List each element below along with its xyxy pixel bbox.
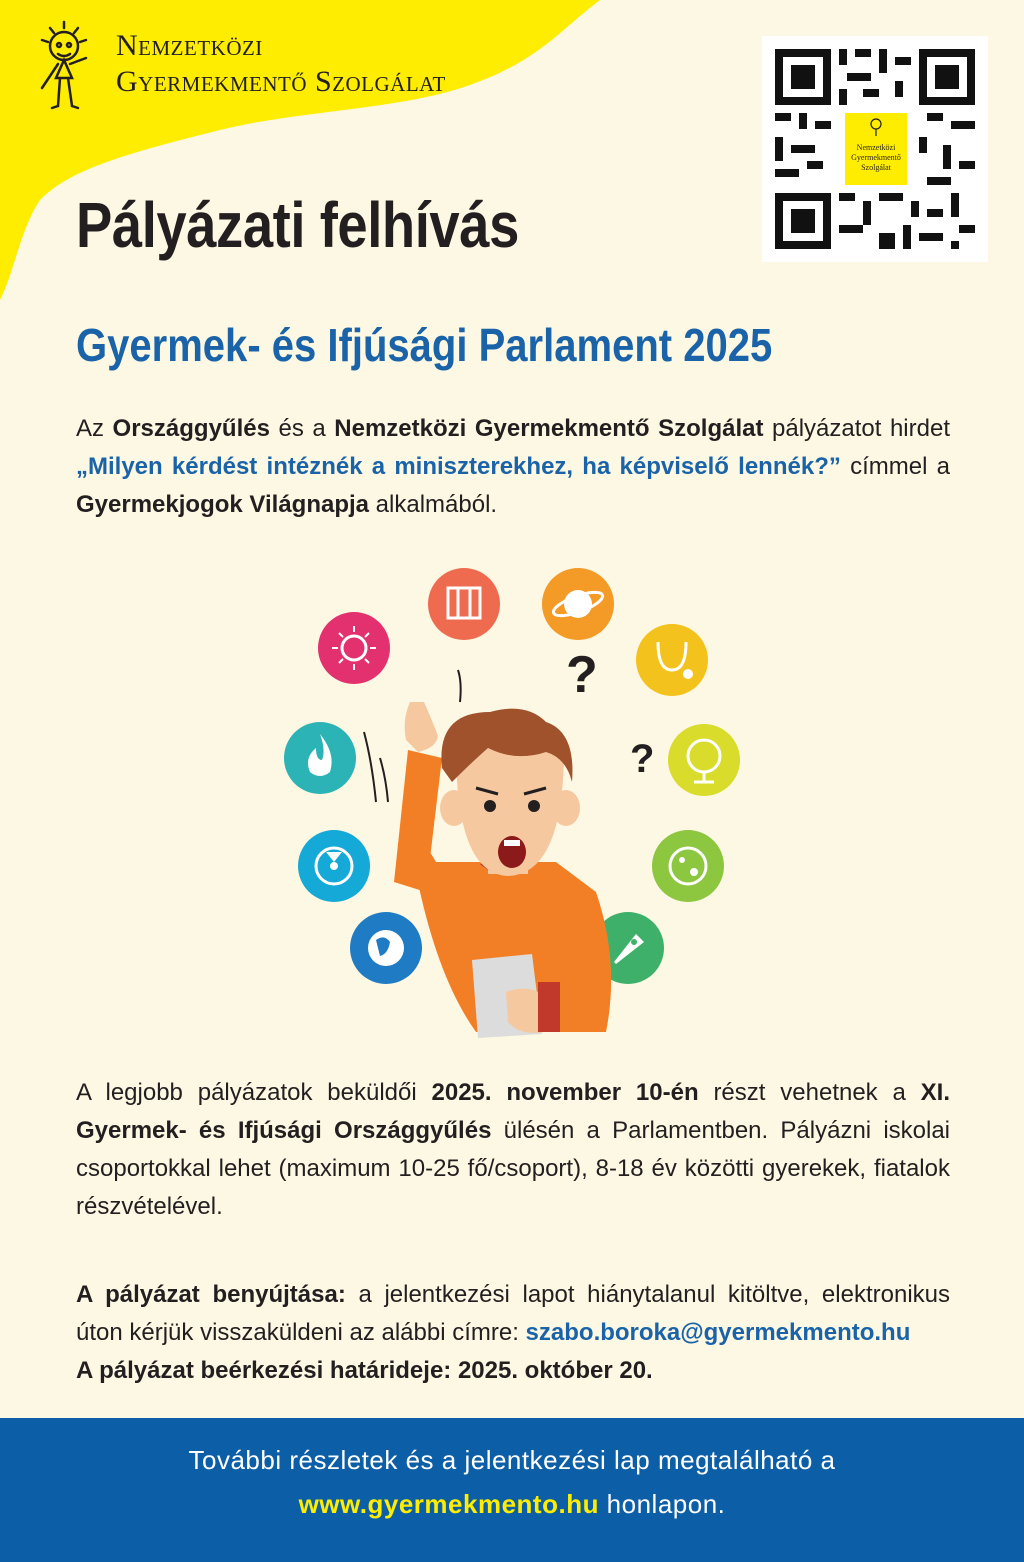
stethoscope-icon xyxy=(636,624,708,696)
globe-icon xyxy=(668,724,740,796)
child-illustration xyxy=(276,562,756,1042)
org-logo xyxy=(28,18,468,128)
footer-line2: www.gyermekmento.hu honlapon. xyxy=(298,1489,726,1519)
test-tubes-icon xyxy=(428,568,500,640)
qr-code[interactable] xyxy=(762,36,988,262)
svg-text:Gyermekmentő: Gyermekmentő xyxy=(851,153,901,162)
question-mark-icon: ? xyxy=(566,646,598,704)
website-link[interactable]: www.gyermekmento.hu xyxy=(298,1489,599,1519)
sun-icon xyxy=(318,612,390,684)
contact-email-link[interactable]: szabo.boroka@gyermekmento.hu xyxy=(525,1319,911,1346)
footer-banner xyxy=(0,1418,1024,1562)
org-name-line1: Nemzetközi xyxy=(116,29,263,62)
qr-code-icon xyxy=(762,36,988,262)
fire-icon xyxy=(284,722,356,794)
intro-paragraph: Az Országgyűlés és a Nemzetközi Gyermekmentő Szolgálat pályázatot hirdet „Milyen kérdést intéznék a miniszterekhez, ha képviselő lennék?” címmel a Gyermekjogok Világnapja alkalmából. xyxy=(76,415,950,518)
submission-paragraph: A pályázat benyújtása: a jelentkezési lapot hiánytalanul kitöltve, elektronikus úton kérjük visszaküldeni az alábbi címre: szabo.boroka@gyermekmento.hu A pályázat beérkezési határideje: 2025. október 20. xyxy=(76,1281,950,1384)
svg-text:Nemzetközi: Nemzetközi xyxy=(856,143,896,152)
contest-question: „Milyen kérdést intéznék a miniszterekhez, ha képviselő lennék?” xyxy=(76,453,841,480)
page-title: Pályázati felhívás xyxy=(76,189,519,261)
org-name-line2: Gyermekmentő Szolgálat xyxy=(116,65,446,98)
submission-label: A pályázat benyújtása: xyxy=(76,1281,346,1308)
details-paragraph: A legjobb pályázatok beküldői 2025. november 10-én részt vehetnek a XI. Gyermek- és Ifjúsági Országgyűlés ülésén a Parlamentben. Pályázni iskolai csoportokkal lehet (maximum 10-25 fő/csoport), 8-18 év közötti gyerekek, fiatalok részvételével. xyxy=(76,1079,951,1220)
earth-icon xyxy=(350,912,422,984)
planet-icon xyxy=(542,568,614,640)
deadline-text: A pályázat beérkezési határideje: 2025. október 20. xyxy=(76,1357,653,1384)
footer-line1: További részletek és a jelentkezési lap megtalálható a xyxy=(188,1445,836,1475)
svg-text:Szolgálat: Szolgálat xyxy=(861,163,891,172)
boy-figure xyxy=(394,702,611,1038)
question-mark-icon: ? xyxy=(630,737,655,781)
moon-icon xyxy=(652,830,724,902)
radiation-icon xyxy=(298,830,370,902)
child-figure-icon xyxy=(28,18,108,128)
page-subtitle: Gyermek- és Ifjúsági Parlament 2025 xyxy=(76,319,773,371)
